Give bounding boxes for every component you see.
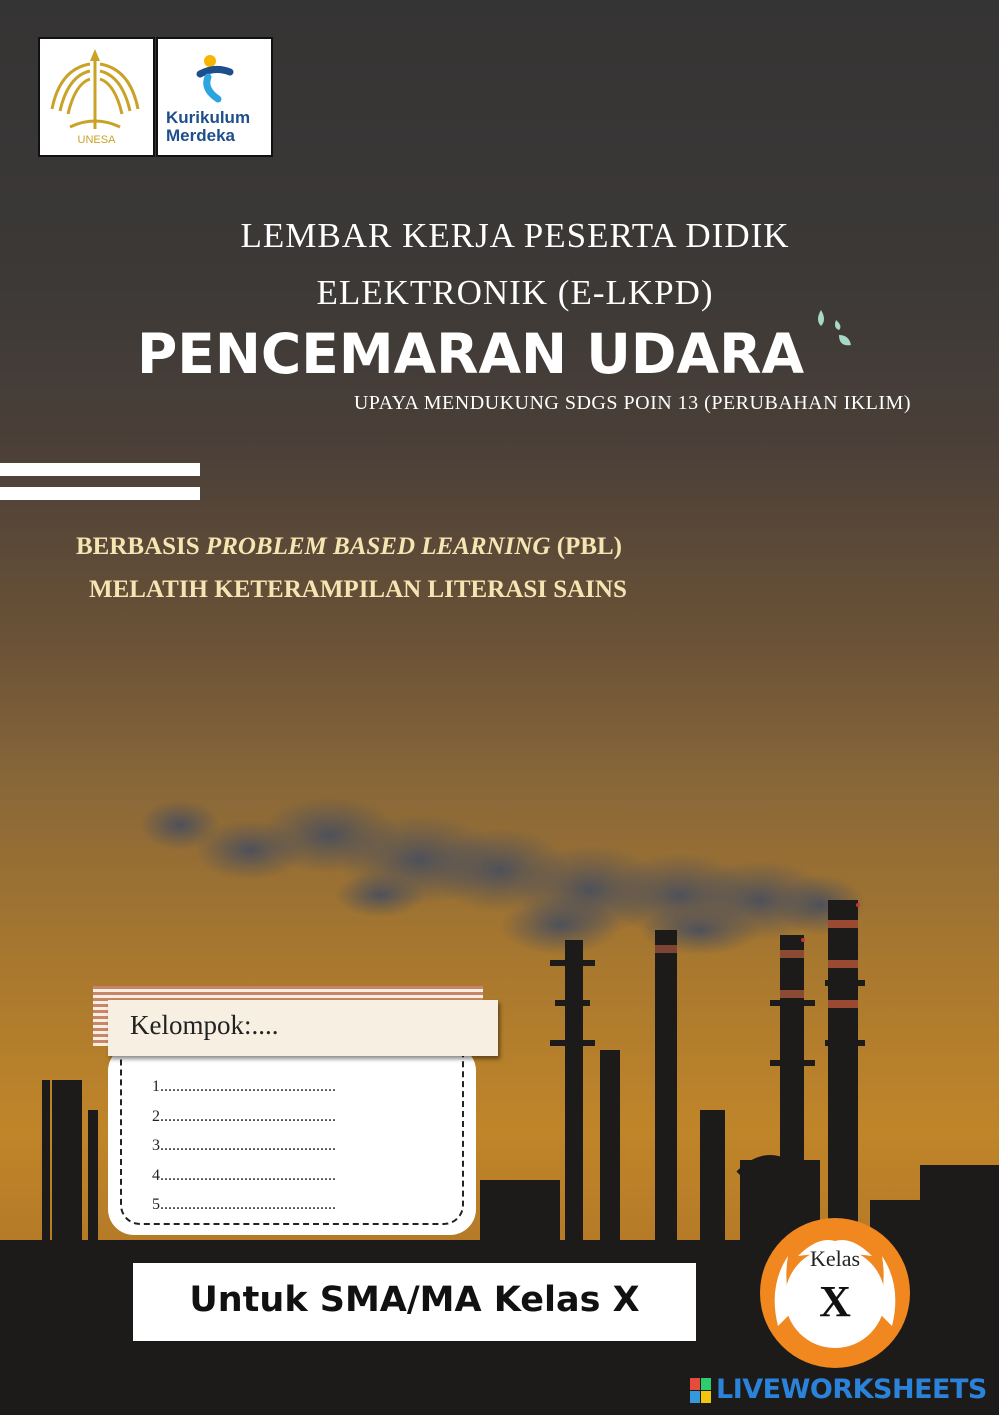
kurikulum-merdeka-text [166,109,250,145]
subtitle: UPAYA MENDUKUNG SDGS POIN 13 (PERUBAHAN IKLIM) [353,392,911,414]
basis-line-2: MELATIH KETERAMPILAN LITERASI SAINS [89,576,627,603]
basis-suffix: (PBL) [550,533,622,560]
member-line[interactable]: 5............................................ [152,1196,336,1213]
audience-text: Untuk SMA/MA Kelas X [189,1280,640,1320]
member-line[interactable]: 2............................................ [152,1107,336,1125]
main-title: PENCEMARAN UDARA [137,322,805,386]
member-line[interactable]: 1............................................ [152,1078,336,1095]
smoke-cloud [140,797,865,955]
basis-italic: PROBLEM BASED LEARNING [205,533,551,560]
title-line-2: ELEKTRONIK (E-LKPD) [316,273,714,312]
member-line[interactable]: 4............................................ [152,1166,336,1184]
kurikulum-line: Kurikulum [166,108,251,127]
basis-line-1 [76,533,622,561]
audience-box [133,1263,696,1341]
group-label-box [108,1000,498,1056]
unesa-logo [38,37,155,157]
title-line-1: LEMBAR KERJA PESERTA DIDIK [240,216,790,255]
water-drops-icon [806,305,856,355]
member-list [152,1072,336,1220]
member-line[interactable]: 3............................................ [152,1137,336,1154]
unesa-label: UNESA [77,134,116,146]
liveworksheets-logo-icon [690,1378,712,1404]
logo-group [38,37,273,157]
unesa-emblem-icon [40,39,151,134]
merdeka-line: Merdeka [166,126,235,145]
group-label[interactable]: Kelompok:.... [130,1010,279,1040]
decor-bar-bottom [0,487,200,500]
grade-badge-value: X [819,1277,851,1326]
kurikulum-figure-icon [158,39,269,109]
decor-bar-top [0,463,200,476]
basis-prefix: BERBASIS [76,533,206,560]
watermark: LIVEWORKSHEETS [716,1374,987,1405]
grade-badge-label: Kelas [809,1246,861,1271]
kurikulum-merdeka-logo [156,37,273,157]
